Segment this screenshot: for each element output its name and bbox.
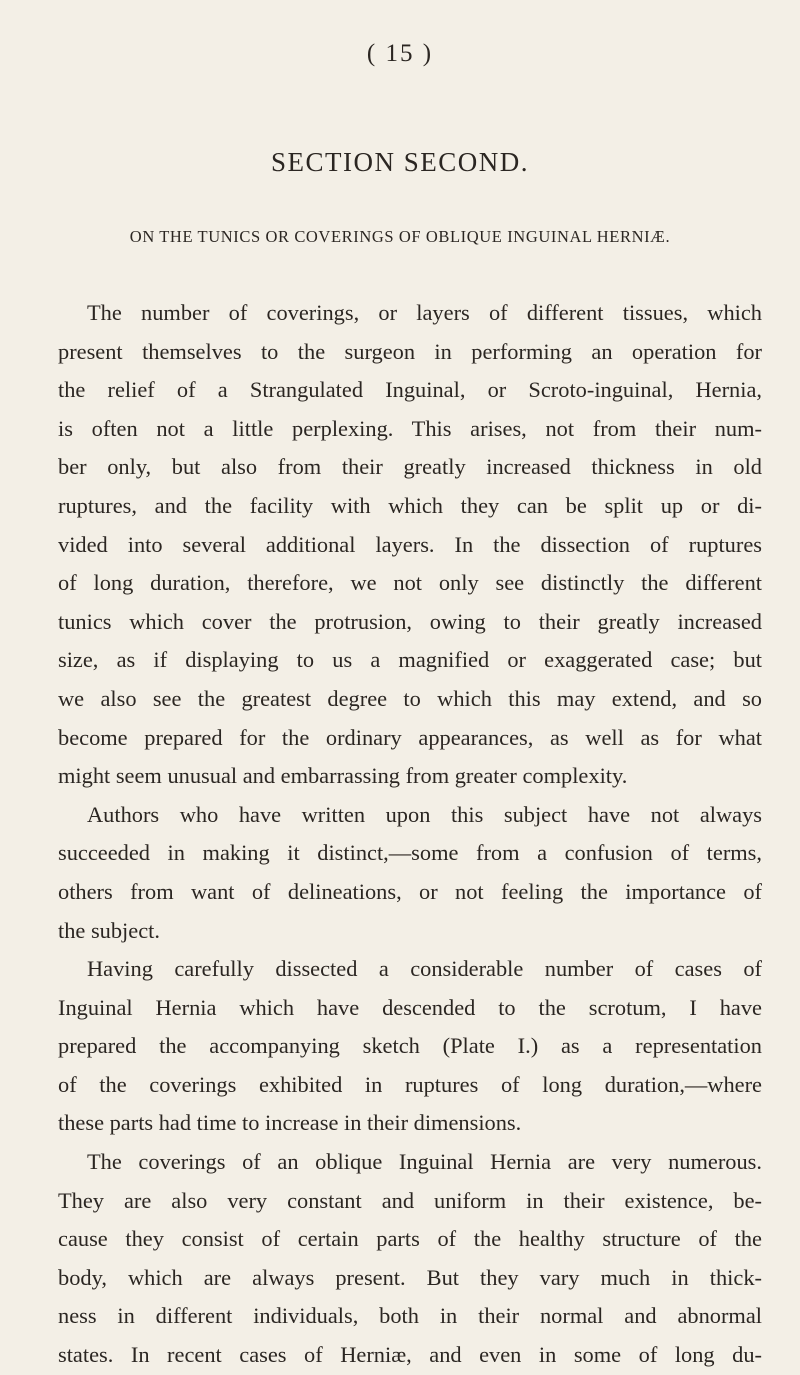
text-line: Authors who have written upon this subject have not always (87, 801, 762, 827)
text-line: present themselves to the surgeon in performing an operation for (58, 338, 762, 364)
text-line: tunics which cover the protrusion, owing to their greatly increased (58, 608, 762, 634)
section-subtitle: ON THE TUNICS OR COVERINGS OF OBLIQUE INGUINAL HERNIÆ. (129, 227, 671, 246)
text-line: might seem unusual and embarrassing from greater complexity. (58, 763, 628, 789)
text-line: The number of coverings, or layers of different tissues, which (87, 300, 762, 325)
text-line: others from want of delineations, or not feeling the importance of (58, 878, 762, 904)
text-line: size, as if displaying to us a magnified or exaggerated case; but (58, 647, 762, 673)
text-line: of long duration, therefore, we not only see distinctly the different (58, 570, 762, 596)
section-title: SECTION SECOND. (270, 147, 529, 177)
text-line: these parts had time to increase in their dimensions. (58, 1110, 522, 1136)
text-line: The coverings of an oblique Inguinal Hernia are very numerous. (87, 1149, 762, 1175)
text-line: vided into several additional layers. In the dissection of ruptures (58, 531, 762, 557)
text-line: of the coverings exhibited in ruptures of long duration,—where (58, 1071, 762, 1097)
text-line: the subject. (58, 917, 160, 943)
text-line: body, which are always present. But they vary much in thick- (58, 1264, 762, 1290)
text-line: Having carefully dissected a considerable number of cases of (87, 956, 762, 982)
text-line: ber only, but also from their greatly increased thickness in old (58, 454, 762, 480)
text-line: They are also very constant and uniform in their existence, be- (58, 1187, 762, 1213)
body-text (58, 294, 762, 1375)
text-line: ness in different individuals, both in their normal and abnormal (58, 1303, 762, 1329)
text-line: Inguinal Hernia which have descended to the scrotum, I have (58, 994, 762, 1020)
text-line: cause they consist of certain parts of the healthy structure of the (58, 1226, 762, 1252)
text-line: prepared the accompanying sketch (Plate I.) as a representation (58, 1033, 762, 1059)
page-number: ( 15 ) (366, 40, 434, 67)
text-line: become prepared for the ordinary appearances, as well as for what (58, 724, 762, 750)
text-line: succeeded in making it distinct,—some from a confusion of terms, (58, 840, 762, 866)
text-line: ruptures, and the facility with which they can be split up or di- (58, 492, 762, 518)
text-line: we also see the greatest degree to which this may extend, and so (58, 685, 762, 711)
text-line: states. In recent cases of Herniæ, and even in some of long du- (58, 1342, 762, 1368)
text-line: the relief of a Strangulated Inguinal, or Scroto-inguinal, Hernia, (58, 377, 762, 403)
text-line: is often not a little perplexing. This arises, not from their num- (58, 415, 762, 441)
